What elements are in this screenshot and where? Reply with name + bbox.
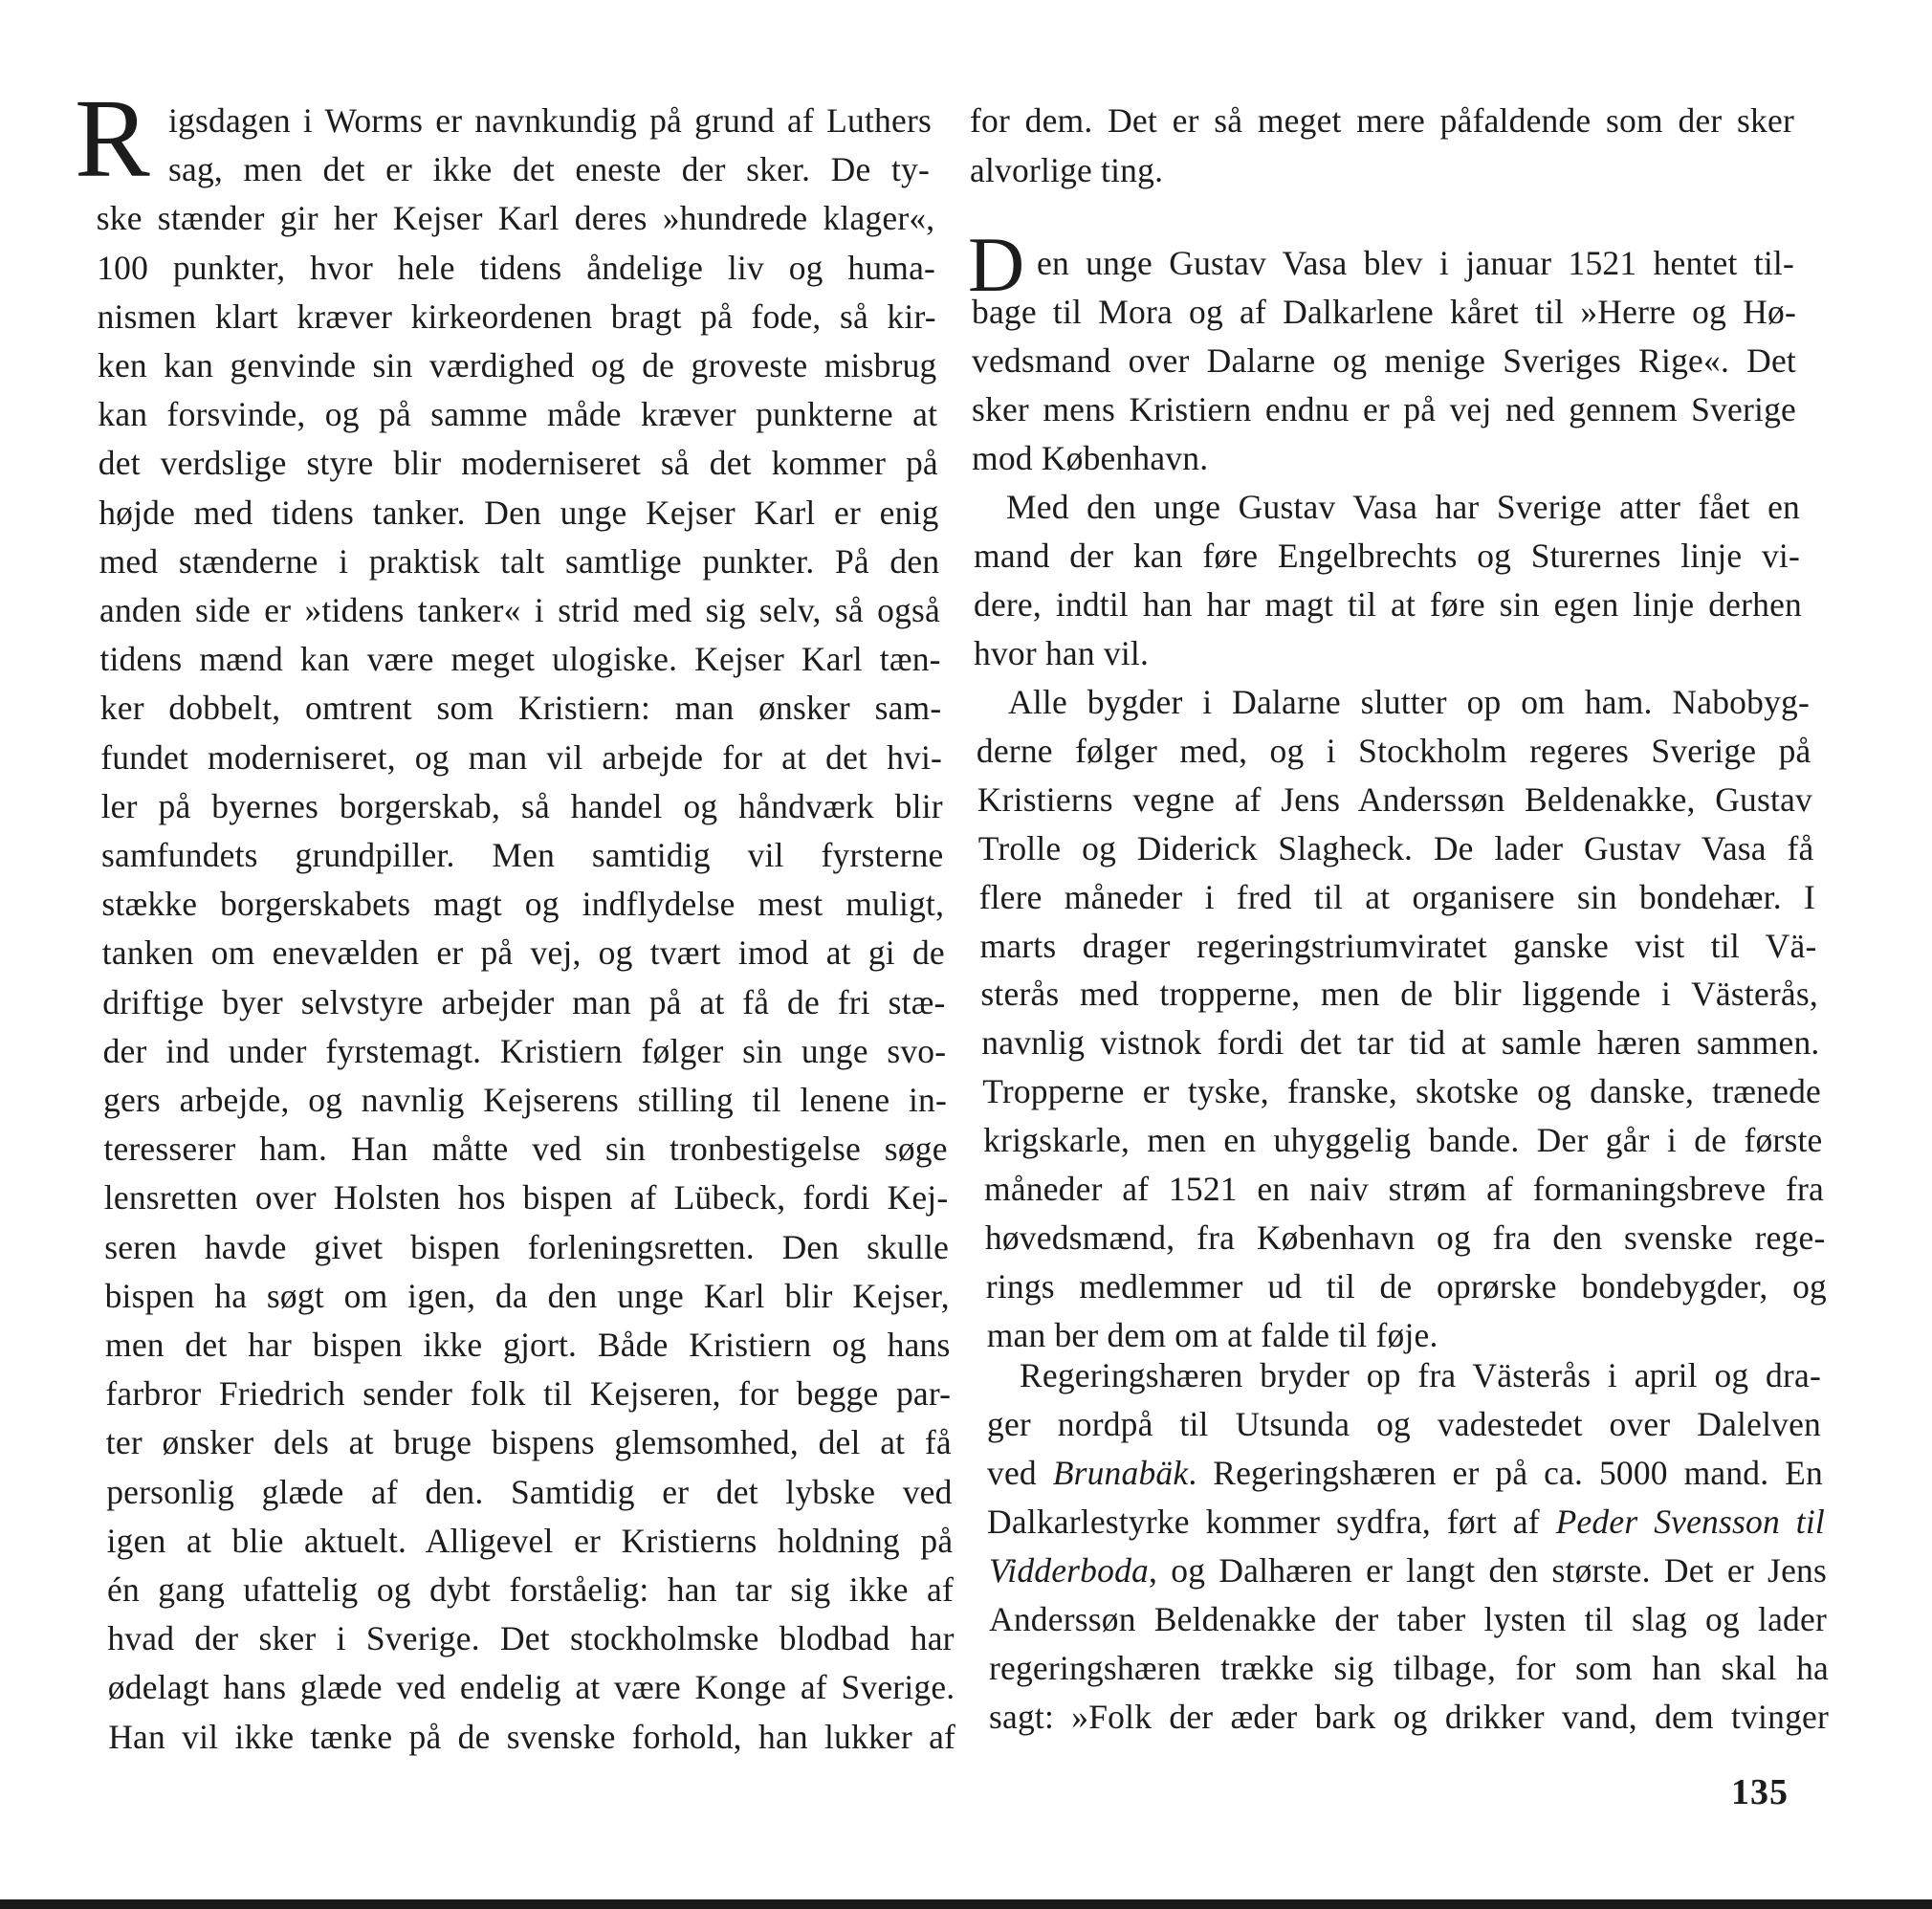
text-line: Tropperne er tyske, franske, skotske og danske, trænede: [982, 1072, 1821, 1111]
text-line: mod København.: [972, 439, 1209, 477]
text-line: man ber dem om at falde til føje.: [986, 1315, 1438, 1354]
text-run: . Regeringshæren er på ca. 5000 mand. En: [1188, 1454, 1823, 1492]
text-line: vedsmand over Dalarne og menige Sveriges Rige«. Det: [972, 341, 1796, 380]
text-line: for dem. Det er så meget mere påfaldende som der sker: [970, 101, 1794, 140]
scan-bottom-edge: [0, 1899, 1932, 1909]
text-run: , og Dalhæren er langt den største. Det er Jens: [1149, 1551, 1827, 1590]
text-line: ler på byernes borgerskab, så handel og håndværk blir: [100, 786, 943, 825]
page-number: 135: [1731, 1772, 1789, 1812]
text-line: Regeringshæren bryder op fra Västerås i april og dra-: [1020, 1356, 1821, 1394]
text-run: ved: [987, 1454, 1053, 1492]
text-line: tanken om enevælden er på vej, og tvært imod at gi de: [101, 933, 945, 973]
text-line: ødelagt hans glæde ved endelig at være Konge af Sverige.: [107, 1668, 955, 1707]
text-line: Anderssøn Beldenakke der taber lysten til slag og lader: [989, 1600, 1827, 1638]
text-line: det verdslige styre blir moderniseret så det kommer på: [98, 444, 938, 483]
text-line: sterås med tropperne, men de blir liggende i Västerås,: [980, 975, 1818, 1014]
text-line: [987, 1448, 1823, 1498]
text-line: stække borgerskabets magt og indflydelse mest muligt,: [101, 885, 945, 924]
text-line: kan forsvinde, og på samme måde kræver punkterne at: [98, 395, 938, 434]
text-line: sker mens Kristiern endnu er på vej ned gennem Sverige: [972, 390, 1796, 428]
text-line: høvedsmænd, fra København og fra den svenske rege-: [984, 1218, 1826, 1257]
text-line: [987, 1497, 1825, 1547]
text-line: teresserer ham. Han måtte ved sin tronbestigelse søge: [103, 1130, 948, 1169]
text-line: seren havde givet bispen forleningsretten. Den skulle: [104, 1227, 950, 1266]
text-run: Dalkarlestyrke kommer sydfra, ført af: [987, 1503, 1556, 1541]
text-line: regeringshæren trække sig tilbage, for som han skal ha: [989, 1649, 1829, 1687]
text-line: ger nordpå til Utsunda og vadestedet over Dalelven: [987, 1405, 1821, 1443]
text-line: alvorlige ting.: [970, 151, 1164, 189]
text-line: derne følger med, og i Stockholm regeres Sverige på: [976, 731, 1811, 770]
text-line: rings medlemmer ud til de oprørske bondebygder, og: [985, 1266, 1827, 1306]
text-line: højde med tidens tanker. Den unge Kejser Karl er enig: [99, 493, 939, 532]
dropcap-r: R: [75, 76, 150, 201]
text-line: en unge Gustav Vasa blev i januar 1521 hentet til-: [1037, 244, 1794, 282]
text-line: lensretten over Holsten hos bispen af Lübeck, fordi Kej-: [103, 1178, 949, 1218]
text-line: farbror Friedrich sender folk til Kejseren, for begge par-: [105, 1374, 952, 1414]
text-line: flere måneder i fred til at organisere sin bondehær. I: [978, 877, 1815, 916]
text-line: anden side er »tidens tanker« i strid med sig selv, så også: [99, 591, 940, 629]
text-line: navnlig vistnok fordi det tar tid at samle hæren sammen.: [981, 1023, 1820, 1063]
italic-person-name: Peder Svensson til: [1555, 1503, 1825, 1541]
text-line: samfundets grundpiller. Men samtidig vil fyrsterne: [101, 836, 944, 874]
text-line: mand der kan føre Engelbrechts og Sturernes linje vi-: [974, 537, 1800, 575]
text-line: tidens mænd kan være meget ulogiske. Kejser Karl tæn-: [99, 640, 941, 679]
text-line: fundet moderniseret, og man vil arbejde for at det hvi-: [100, 737, 943, 777]
text-line: marts drager regeringstriumviratet ganske vist til Vä-: [979, 926, 1817, 965]
text-line: bage til Mora og af Dalkarlene kåret til »Herre og Hø-: [972, 293, 1796, 331]
text-line: krigskarle, men en uhyggelig bande. Der går i de første: [983, 1121, 1823, 1160]
text-line: 100 punkter, hvor hele tidens åndelige liv og huma-: [97, 248, 936, 287]
text-line: driftige byer selvstyre arbejder man på at få de fri stæ-: [102, 982, 946, 1021]
text-line: sagt: »Folk der æder bark og drikker vand, dem tvinger: [989, 1698, 1829, 1736]
text-line: sag, men det er ikke det eneste der sker. De ty-: [168, 150, 930, 189]
text-line: måneder af 1521 en naiv strøm af formaningsbreve fra: [984, 1170, 1824, 1208]
text-line: med stænderne i praktisk talt samtlige punkter. På den: [99, 541, 940, 581]
text-line: ske stænder gir her Kejser Karl deres »hundrede klager«,: [96, 199, 935, 238]
text-line: igsdagen i Worms er navnkundig på grund af Luthers: [168, 101, 932, 140]
text-line: hvad der sker i Sverige. Det stockholmske blodbad har: [107, 1619, 955, 1658]
text-line: [989, 1546, 1827, 1595]
italic-place-name: Brunabäk: [1052, 1454, 1189, 1492]
text-line: ter ønsker dels at bruge bispens glemsomhed, del at få: [105, 1423, 952, 1462]
text-line: men det har bispen ikke gjort. Både Kristiern og hans: [105, 1326, 951, 1364]
text-line: ken kan genvinde sin værdighed og de groveste misbrug: [98, 346, 937, 384]
text-line: dere, indtil han har magt til at føre sin egen linje derhen: [974, 585, 1802, 624]
text-line: Trolle og Diderick Slagheck. De lader Gustav Vasa få: [977, 828, 1814, 867]
text-line: Kristierns vegne af Jens Anderssøn Beldenakke, Gustav: [977, 779, 1812, 819]
text-line: igen at blie aktuelt. Alligevel er Kristierns holdning på: [106, 1521, 954, 1560]
italic-place-name: Vidderboda: [989, 1551, 1149, 1590]
text-line: der ind under fyrstemagt. Kristiern følger sin unge svo-: [102, 1031, 947, 1070]
text-line: Med den unge Gustav Vasa har Sverige atter fået en: [1006, 488, 1800, 526]
text-line: gers arbejde, og navnlig Kejserens stilling til lenene in-: [103, 1081, 947, 1119]
text-line: Han vil ikke tænke på de svenske forhold, han lukker af: [108, 1717, 956, 1756]
dropcap-d: D: [968, 221, 1025, 308]
text-line: Alle bygder i Dalarne slutter op om ham. Nabobyg-: [1008, 683, 1810, 721]
text-line: nismen klart kræver kirkeordenen bragt på fode, så kir-: [97, 296, 936, 336]
text-line: én gang ufattelig og dybt forståelig: han tar sig ikke af: [107, 1570, 954, 1609]
text-line: hvor han vil.: [974, 634, 1150, 672]
text-line: personlig glæde af den. Samtidig er det lybske ved: [106, 1472, 953, 1511]
text-line: bispen ha søgt om igen, da den unge Karl blir Kejser,: [104, 1276, 950, 1315]
text-line: ker dobbelt, omtrent som Kristiern: man ønsker sam-: [99, 689, 942, 728]
